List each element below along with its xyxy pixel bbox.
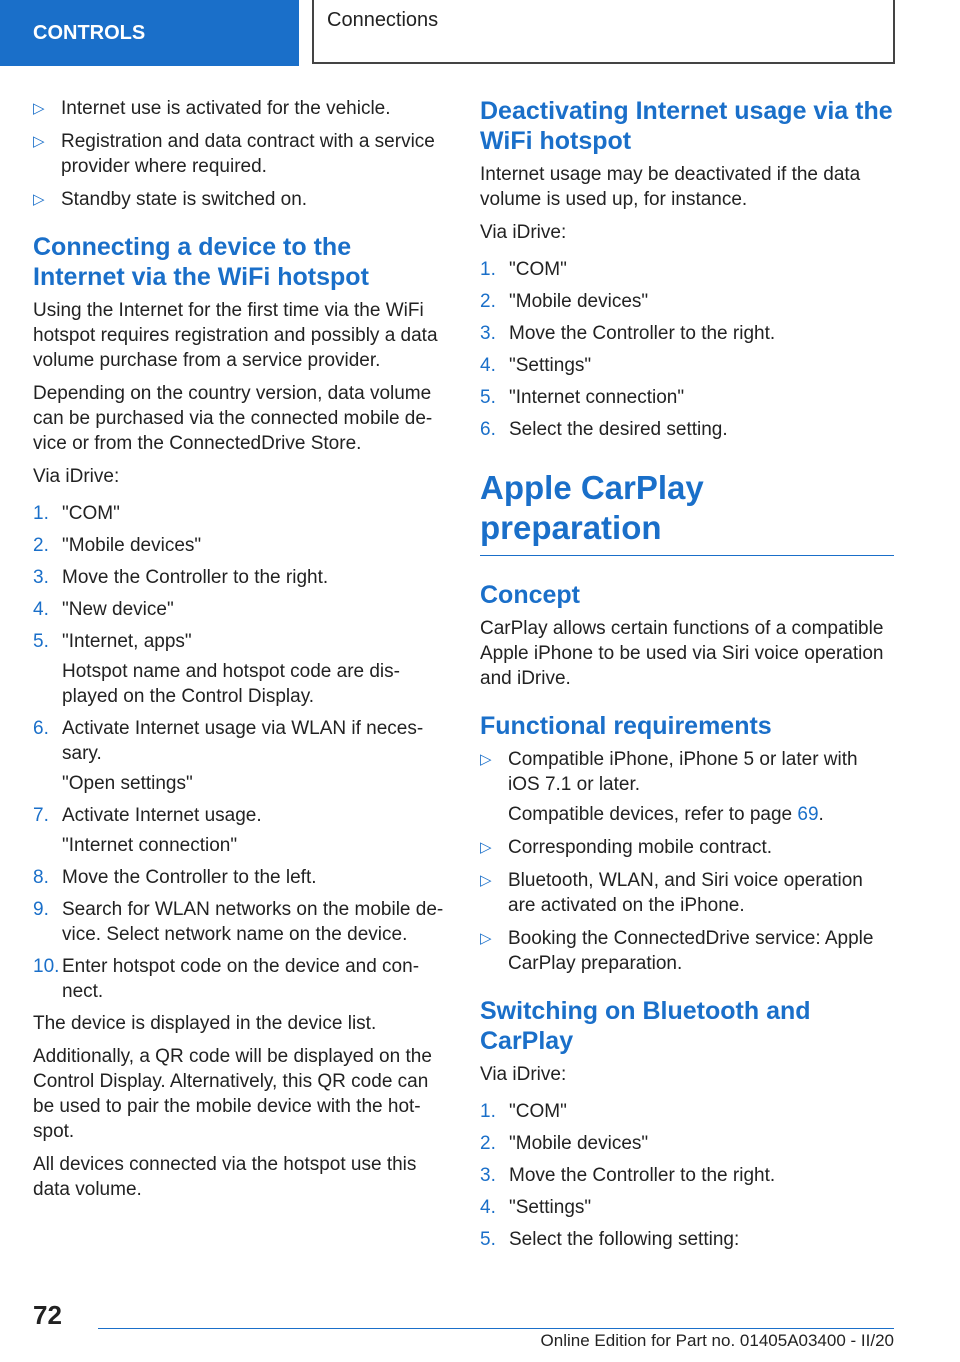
paragraph: The device is displayed in the device list. <box>33 1013 377 1034</box>
list-item: ▷ Booking the ConnectedDrive service: Apple CarPlay preparation. <box>480 928 874 974</box>
list-item: ▷ Bluetooth, WLAN, and Siri voice operation are activated on the iPhone. <box>480 870 863 916</box>
chapter-tab <box>312 0 895 64</box>
list-item: ▷ Internet use is activated for the vehicle. <box>33 98 391 119</box>
left-column <box>33 96 447 1210</box>
step-text: "New device" <box>62 599 174 620</box>
step-item <box>33 897 447 947</box>
step-text: Select the desired setting. <box>509 419 728 440</box>
page-number: 72 <box>33 1300 62 1330</box>
step-item <box>480 1099 894 1124</box>
step-number: 2. <box>480 291 496 312</box>
step-text: "Mobile devices" <box>62 535 202 556</box>
chapter-heading: Apple CarPlay preparation <box>480 469 704 546</box>
step-number: 2. <box>480 1133 496 1154</box>
step-item <box>33 597 447 622</box>
step-text: Search for WLAN networks on the mobile de-vice. Select network name on the device. <box>62 899 444 945</box>
paragraph: Using the Internet for the first time via the WiFi hotspot requires registration and possibly a data volume purchase from a service provider. <box>33 300 438 371</box>
list-item: ▷ Registration and data contract with a service provider where required. <box>33 131 435 177</box>
section-tab: CONTROLS <box>0 0 299 66</box>
step-text: "Mobile devices" <box>509 1133 649 1154</box>
step-item <box>480 1131 894 1156</box>
step-number: 1. <box>480 259 496 280</box>
list-item: ▷ Corresponding mobile contract. <box>480 837 773 858</box>
step-number: 1. <box>33 503 49 524</box>
page-header <box>0 0 960 66</box>
page-link[interactable]: 69 <box>797 804 819 825</box>
section-heading: Connecting a device to the Internet via the WiFi hotspot <box>33 233 369 291</box>
paragraph: All devices connected via the hotspot use this data volume. <box>33 1154 417 1200</box>
step-text: "COM" <box>62 503 120 524</box>
step-text: "Settings" <box>509 355 592 376</box>
step-text: Move the Controller to the right. <box>62 567 329 588</box>
list-item: ▷ Compatible iPhone, iPhone 5 or later with iOS 7.1 or later. Compatible devices, refer to page 69. <box>480 747 894 827</box>
step-item <box>480 257 894 282</box>
triangle-bullet-icon: ▷ <box>33 133 45 150</box>
step-item <box>480 1227 894 1252</box>
step-number: 10. <box>33 956 60 977</box>
step-number: 4. <box>480 1197 496 1218</box>
section-heading: Switching on Bluetooth and CarPlay <box>480 997 811 1055</box>
step-item <box>480 353 894 378</box>
step-number: 6. <box>480 419 496 440</box>
paragraph: Via iDrive: <box>33 466 120 487</box>
step-text: Move the Controller to the left. <box>62 867 317 888</box>
step-number: 1. <box>480 1101 496 1122</box>
step-item <box>33 716 447 796</box>
step-text: "Internet connection" <box>509 387 685 408</box>
list-item: ▷ Standby state is switched on. <box>33 189 308 210</box>
step-number: 5. <box>480 387 496 408</box>
footer-edition: Online Edition for Part no. 01405A03400 - II/20 <box>98 1328 894 1351</box>
step-text: Activate Internet usage. <box>62 805 262 826</box>
triangle-bullet-icon: ▷ <box>480 751 492 768</box>
paragraph: Internet usage may be deactivated if the data volume is used up, for instance. <box>480 164 861 210</box>
step-text: "Internet, apps" <box>62 631 192 652</box>
step-number: 3. <box>480 323 496 344</box>
step-text: Move the Controller to the right. <box>509 323 776 344</box>
step-text: Move the Controller to the right. <box>509 1165 776 1186</box>
triangle-bullet-icon: ▷ <box>480 839 492 856</box>
step-number: 4. <box>480 355 496 376</box>
step-number: 3. <box>33 567 49 588</box>
step-number: 4. <box>33 599 49 620</box>
step-number: 3. <box>480 1165 496 1186</box>
step-text: Activate Internet usage via WLAN if neces-sary. <box>62 718 424 764</box>
step-item <box>33 954 447 1004</box>
triangle-bullet-icon: ▷ <box>33 191 45 208</box>
step-item <box>480 1195 894 1220</box>
step-number: 6. <box>33 718 49 739</box>
triangle-bullet-icon: ▷ <box>480 930 492 947</box>
step-list <box>480 257 894 442</box>
step-note: "Internet connection" <box>62 835 238 856</box>
step-item <box>480 385 894 410</box>
step-note: Hotspot name and hotspot code are dis-played on the Control Display. <box>62 661 400 707</box>
step-list <box>480 1099 894 1252</box>
paragraph: Via iDrive: <box>480 1064 567 1085</box>
step-note: "Open settings" <box>62 773 193 794</box>
step-item <box>480 321 894 346</box>
step-item <box>480 417 894 442</box>
step-item <box>33 629 447 709</box>
step-text: Select the following setting: <box>509 1229 740 1250</box>
step-item <box>33 501 447 526</box>
step-item <box>33 533 447 558</box>
step-item <box>33 803 447 858</box>
paragraph: Depending on the country version, data volume can be purchased via the connected mobile de-vice or from the ConnectedDrive Store. <box>33 383 433 454</box>
section-heading: Concept <box>480 581 580 609</box>
step-number: 9. <box>33 899 49 920</box>
step-text: Enter hotspot code on the device and con-nect. <box>62 956 420 1002</box>
step-item <box>480 1163 894 1188</box>
section-heading: Deactivating Internet usage via the WiFi hotspot <box>480 97 893 155</box>
paragraph: CarPlay allows certain functions of a compatible Apple iPhone to be used via Siri voice operation and iDrive. <box>480 618 884 689</box>
paragraph: Additionally, a QR code will be displayed on the Control Display. Alternatively, this QR code can be used to pair the mobile device with the hot-spot. <box>33 1046 432 1142</box>
chapter-title: Connections <box>327 9 439 31</box>
step-number: 2. <box>33 535 49 556</box>
right-column <box>480 96 894 1259</box>
step-text: "COM" <box>509 1101 567 1122</box>
step-number: 5. <box>33 631 49 652</box>
step-item <box>33 565 447 590</box>
cross-reference: Compatible devices, refer to page 69. <box>508 804 824 825</box>
triangle-bullet-icon: ▷ <box>33 100 45 117</box>
triangle-bullet-icon: ▷ <box>480 872 492 889</box>
step-number: 7. <box>33 805 49 826</box>
step-number: 5. <box>480 1229 496 1250</box>
step-list <box>33 501 447 1004</box>
chapter-heading-wrap <box>480 468 894 556</box>
step-text: "COM" <box>509 259 567 280</box>
step-item <box>480 289 894 314</box>
paragraph: Via iDrive: <box>480 222 567 243</box>
step-item <box>33 865 447 890</box>
section-heading: Functional requirements <box>480 712 772 740</box>
step-text: "Settings" <box>509 1197 592 1218</box>
step-number: 8. <box>33 867 49 888</box>
step-text: "Mobile devices" <box>509 291 649 312</box>
